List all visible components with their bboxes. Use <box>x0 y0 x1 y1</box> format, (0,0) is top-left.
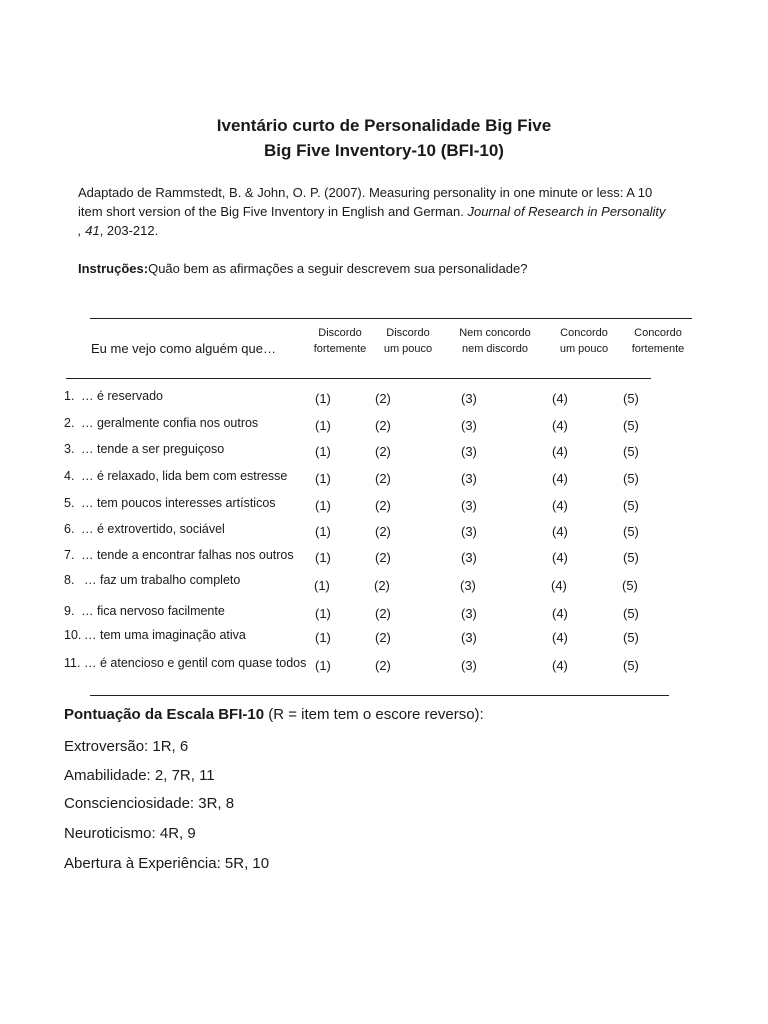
scoring-title-rest: (R = item tem o escore reverso): <box>264 706 484 723</box>
option-4[interactable]: (4) <box>552 658 568 673</box>
option-3[interactable]: (3) <box>461 550 477 565</box>
scoring-title <box>64 706 484 723</box>
scoring-line: Conscienciosidade: 3R, 8 <box>64 795 235 812</box>
citation-line-3 <box>78 221 158 240</box>
citation-line-1: Adaptado de Rammstedt, B. & John, O. P. (2007). Measuring personality in one minute or less: A 10 <box>78 185 653 200</box>
item-number: 8. <box>64 573 75 587</box>
item-number: 3. <box>64 442 75 456</box>
option-1[interactable]: (1) <box>315 444 331 459</box>
option-2[interactable]: (2) <box>375 498 391 513</box>
option-2[interactable]: (2) <box>375 444 391 459</box>
option-4[interactable]: (4) <box>552 471 568 486</box>
journal-name: Journal of Research in Personality <box>467 204 666 219</box>
instructions <box>78 259 527 278</box>
item-number: 5. <box>64 496 75 510</box>
item-number: 6. <box>64 522 75 536</box>
option-3[interactable]: (3) <box>461 391 477 406</box>
item-text: … tem poucos interesses artísticos <box>81 496 276 510</box>
table-header-rule <box>66 378 651 379</box>
option-2[interactable]: (2) <box>374 578 390 593</box>
col-header-1-line1: Discordo <box>318 327 362 339</box>
option-5[interactable]: (5) <box>623 418 639 433</box>
citation-text: item short version of the Big Five Inventory in English and German. <box>78 204 468 219</box>
option-5[interactable]: (5) <box>623 658 639 673</box>
option-1[interactable]: (1) <box>315 498 331 513</box>
col-header-3-line2: nem discordo <box>461 343 529 355</box>
item-number: 7. <box>64 548 75 562</box>
option-2[interactable]: (2) <box>375 418 391 433</box>
item-text: … é reservado <box>81 389 163 403</box>
option-2[interactable]: (2) <box>375 658 391 673</box>
item-text: … tende a ser preguiçoso <box>81 442 225 456</box>
option-3[interactable]: (3) <box>461 418 477 433</box>
option-3[interactable]: (3) <box>460 578 476 593</box>
option-2[interactable]: (2) <box>375 524 391 539</box>
col-header-4-line2: um pouco <box>559 343 609 355</box>
option-4[interactable]: (4) <box>552 418 568 433</box>
option-3[interactable]: (3) <box>461 606 477 621</box>
option-1[interactable]: (1) <box>315 658 331 673</box>
option-4[interactable]: (4) <box>552 606 568 621</box>
option-4[interactable]: (4) <box>552 524 568 539</box>
option-5[interactable]: (5) <box>623 524 639 539</box>
option-3[interactable]: (3) <box>461 630 477 645</box>
option-3[interactable]: (3) <box>461 498 477 513</box>
item-text: … fica nervoso facilmente <box>81 604 225 618</box>
item-number: 11. <box>64 656 81 670</box>
page-title: Iventário curto de Personalidade Big Five <box>216 116 552 135</box>
scoring-line: Neuroticismo: 4R, 9 <box>64 825 196 842</box>
item-text: … é relaxado, lida bem com estresse <box>81 469 288 483</box>
table-top-rule <box>90 318 692 319</box>
option-4[interactable]: (4) <box>552 630 568 645</box>
item-number: 10. <box>64 628 82 642</box>
item-number: 1. <box>64 389 75 403</box>
option-4[interactable]: (4) <box>552 391 568 406</box>
option-2[interactable]: (2) <box>375 606 391 621</box>
option-3[interactable]: (3) <box>461 444 477 459</box>
table-bottom-rule <box>90 695 669 696</box>
option-2[interactable]: (2) <box>375 391 391 406</box>
col-header-3-line1: Nem concordo <box>459 327 531 339</box>
col-header-1-line2: fortemente <box>313 343 367 355</box>
option-4[interactable]: (4) <box>552 498 568 513</box>
item-text: … geralmente confia nos outros <box>81 416 259 430</box>
table-stem: Eu me vejo como alguém que… <box>91 341 276 356</box>
instructions-text: Quão bem as afirmações a seguir descrevem sua personalidade? <box>148 261 528 276</box>
item-text: … faz um trabalho completo <box>84 573 241 587</box>
citation-pages: , 203-212. <box>99 223 159 238</box>
col-header-4-line1: Concordo <box>560 327 608 339</box>
scoring-line: Abertura à Experiência: 5R, 10 <box>64 855 270 872</box>
option-5[interactable]: (5) <box>623 471 639 486</box>
option-4[interactable]: (4) <box>552 444 568 459</box>
option-1[interactable]: (1) <box>315 418 331 433</box>
instructions-label: Instruções: <box>78 261 149 276</box>
scoring-line: Extroversão: 1R, 6 <box>64 738 189 755</box>
option-1[interactable]: (1) <box>315 391 331 406</box>
journal-volume: , 41 <box>78 223 100 238</box>
item-text: … tem uma imaginação ativa <box>84 628 246 642</box>
option-1[interactable]: (1) <box>315 524 331 539</box>
option-5[interactable]: (5) <box>623 630 639 645</box>
col-header-5-line1: Concordo <box>634 327 682 339</box>
option-1[interactable]: (1) <box>315 630 331 645</box>
option-1[interactable]: (1) <box>315 471 331 486</box>
item-text: … é atencioso e gentil com quase todos <box>84 656 307 670</box>
option-4[interactable]: (4) <box>552 550 568 565</box>
item-number: 4. <box>64 469 75 483</box>
option-3[interactable]: (3) <box>461 524 477 539</box>
option-5[interactable]: (5) <box>623 391 639 406</box>
col-header-2-line2: um pouco <box>383 343 433 355</box>
option-4[interactable]: (4) <box>551 578 567 593</box>
option-5[interactable]: (5) <box>623 550 639 565</box>
option-2[interactable]: (2) <box>375 550 391 565</box>
option-5[interactable]: (5) <box>623 606 639 621</box>
item-text: … tende a encontrar falhas nos outros <box>81 548 294 562</box>
option-1[interactable]: (1) <box>314 578 330 593</box>
option-2[interactable]: (2) <box>375 630 391 645</box>
option-5[interactable]: (5) <box>623 444 639 459</box>
option-5[interactable]: (5) <box>623 498 639 513</box>
item-number: 9. <box>64 604 75 618</box>
option-3[interactable]: (3) <box>461 471 477 486</box>
item-text: … é extrovertido, sociável <box>81 522 225 536</box>
col-header-2-line1: Discordo <box>386 327 430 339</box>
scoring-title-bold: Pontuação da Escala BFI-10 <box>64 706 265 723</box>
option-2[interactable]: (2) <box>375 471 391 486</box>
option-5[interactable]: (5) <box>622 578 638 593</box>
option-1[interactable]: (1) <box>315 550 331 565</box>
citation-line-2 <box>78 202 665 221</box>
col-header-5-line2: fortemente <box>631 343 685 355</box>
option-3[interactable]: (3) <box>461 658 477 673</box>
scoring-line: Amabilidade: 2, 7R, 11 <box>64 767 215 784</box>
item-number: 2. <box>64 416 75 430</box>
option-1[interactable]: (1) <box>315 606 331 621</box>
page-subtitle: Big Five Inventory-10 (BFI-10) <box>264 141 504 160</box>
